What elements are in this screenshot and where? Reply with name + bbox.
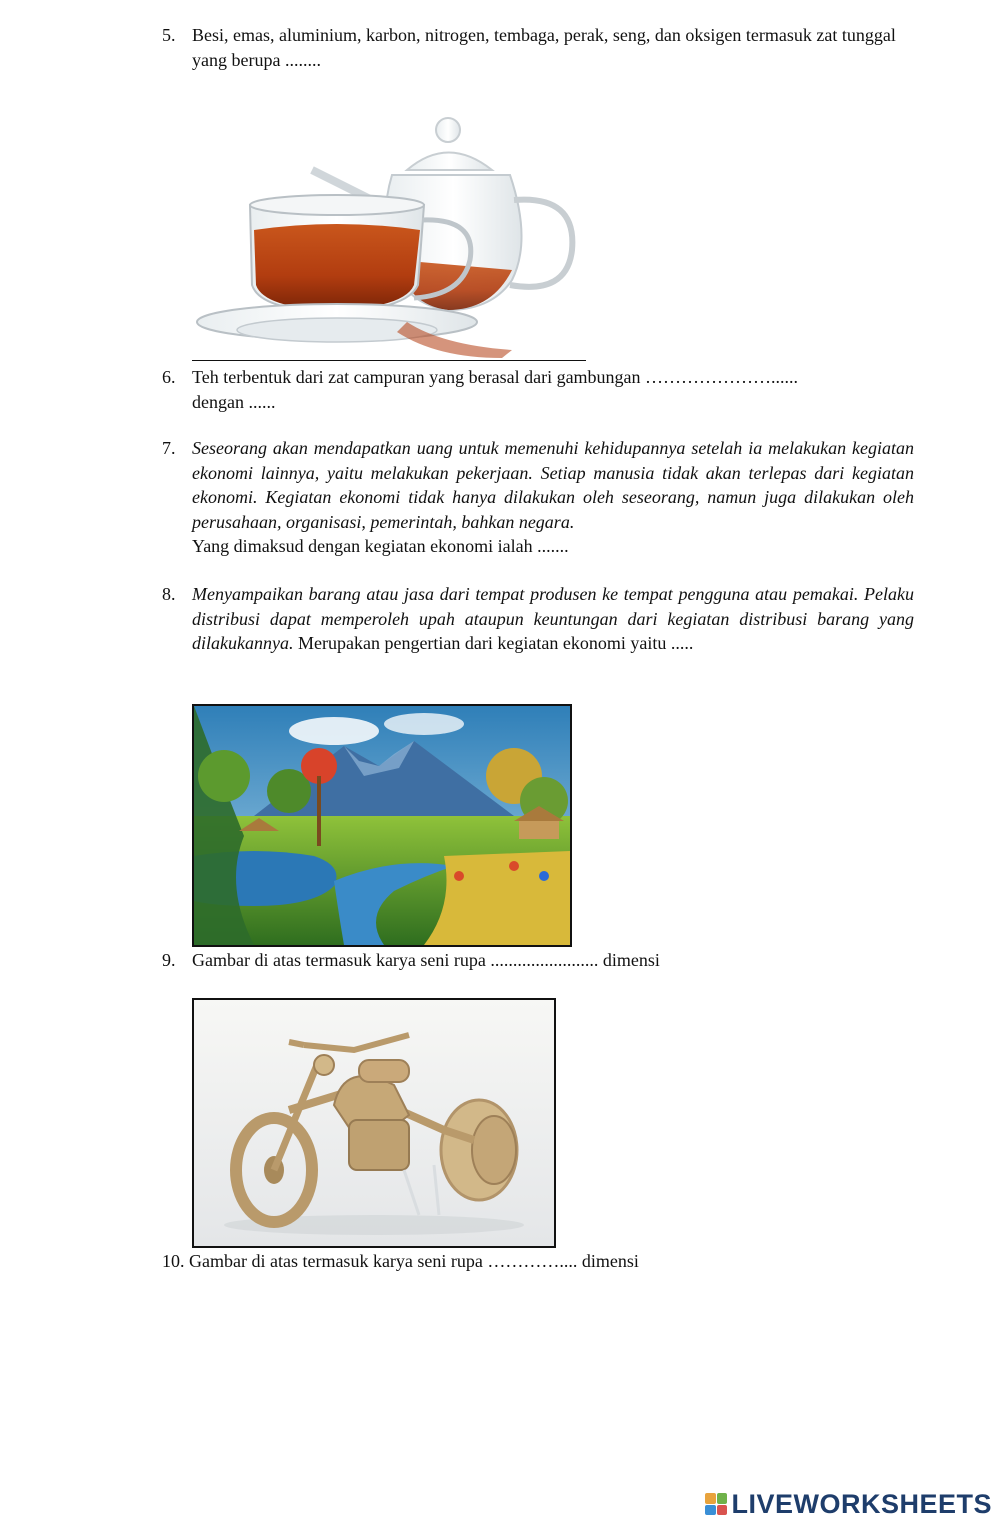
question-number: 5.	[162, 25, 176, 45]
question-6	[162, 365, 914, 414]
question-text: Gambar di atas termasuk karya seni rupa ………….... dimensi	[189, 1251, 639, 1271]
liveworksheets-brand[interactable]	[705, 1488, 992, 1520]
question-number: 7.	[162, 438, 176, 458]
question-text: Besi, emas, aluminium, karbon, nitrogen, tembaga, perak, seng, dan oksigen termasuk zat tunggal yang berupa ........	[192, 25, 896, 70]
question-text-continued: dengan ......	[192, 391, 276, 412]
cardboard-motorcycle-sculpture-icon	[194, 1000, 554, 1246]
question-passage: Menyampaikan barang atau jasa dari tempat produsen ke tempat pengguna atau pemakai. Pelaku distribusi dapat memperoleh upah ataupun keuntungan dari kegiatan distribusi barang yang dilakukannya.	[192, 584, 914, 653]
question-passage: Seseorang akan mendapatkan uang untuk memenuhi kehidupannya setelah ia melakukan kegiatan ekonomi lainnya, yaitu melakukan pekerjaan. Setiap manusia tidak akan terlepas dari kegiatan ekonomi. Kegiatan ekonomi tidak hanya dilakukan oleh seseorang, namun juga dilakukan oleh perusahaan, organisasi, pemerintah, bahkan negara.	[192, 438, 914, 532]
liveworksheets-logo-icon	[705, 1493, 727, 1515]
landscape-painting-icon	[194, 706, 570, 945]
question-number: 6.	[162, 367, 176, 387]
question-text: Teh terbentuk dari zat campuran yang berasal dari gambungan …………………......	[192, 367, 799, 387]
sculpture-image	[192, 998, 556, 1248]
question-7	[162, 436, 914, 559]
question-number-and-text	[162, 1249, 914, 1274]
question-number: 9.	[162, 950, 176, 970]
tea-image	[192, 100, 586, 362]
question-prompt: Merupakan pengertian dari kegiatan ekonomi yaitu .....	[293, 633, 694, 653]
painting-image	[192, 704, 572, 947]
question-number: 8.	[162, 584, 176, 604]
divider	[192, 360, 586, 361]
question-9	[162, 948, 914, 973]
question-5	[162, 23, 914, 72]
question-text: Gambar di atas termasuk karya seni rupa ........................ dimensi	[192, 950, 660, 970]
question-number: 10.	[162, 1251, 185, 1271]
question-8	[162, 582, 914, 656]
question-prompt: Yang dimaksud dengan kegiatan ekonomi ialah .......	[192, 536, 569, 556]
question-10	[162, 1249, 914, 1274]
brand-name: LIVEWORKSHEETS	[731, 1488, 992, 1519]
tea-cup-and-teapot-icon	[192, 100, 586, 362]
